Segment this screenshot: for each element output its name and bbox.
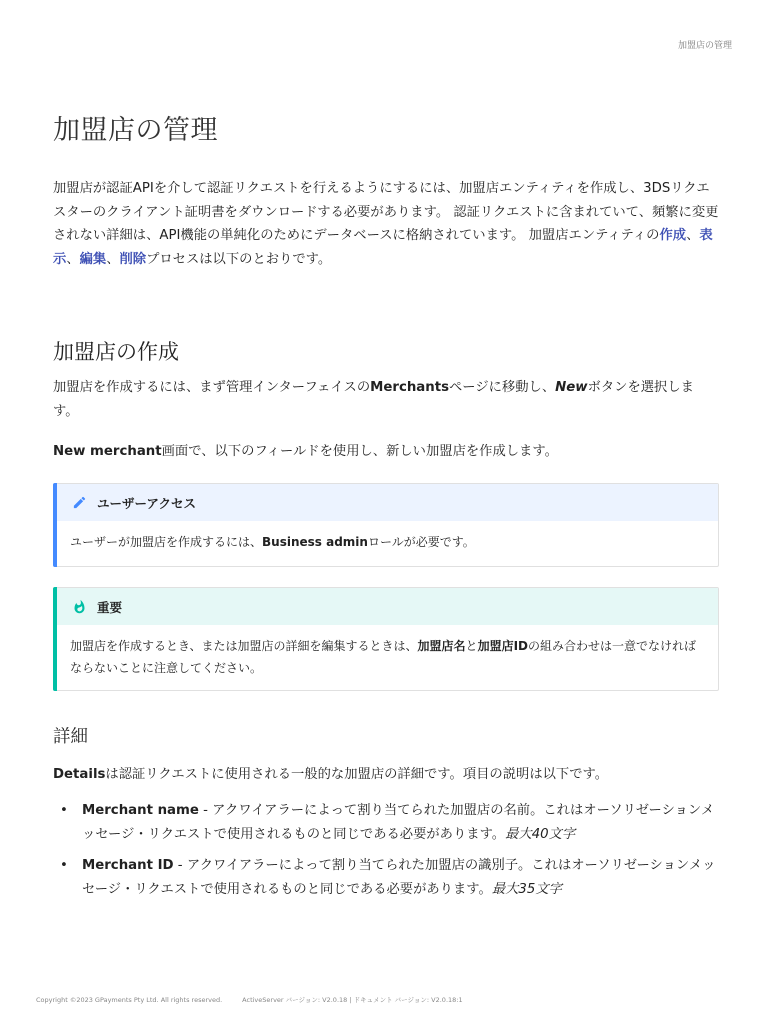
field-description: - アクワイアラーによって割り当てられた加盟店の識別子。これはオーソリゼーションメッセージ・リクエストで使用されるものと同じである必要があります。 bbox=[82, 858, 716, 897]
text: 加盟店を作成するには、まず管理インターフェイスの bbox=[53, 380, 371, 395]
important-title: 重要 bbox=[97, 599, 123, 615]
text: ユーザーが加盟店を作成するには、 bbox=[70, 535, 263, 549]
text: 加盟店を作成するとき、または加盟店の詳細を編集するときは、 bbox=[70, 639, 418, 653]
text: 画面で、以下のフィールドを使用し、新しい加盟店を作成します。 bbox=[161, 444, 558, 459]
field-name: Merchant name bbox=[82, 803, 199, 818]
list-item bbox=[53, 799, 719, 846]
note-user-access bbox=[53, 483, 719, 567]
page-title: 加盟店の管理 bbox=[53, 115, 218, 146]
section-heading-create: 加盟店の作成 bbox=[53, 340, 179, 364]
new-merchant-paragraph bbox=[53, 440, 719, 464]
important-accent-bar bbox=[53, 587, 57, 691]
merchants-term: Merchants bbox=[370, 380, 450, 395]
note-title: ユーザーアクセス bbox=[97, 495, 197, 511]
new-merchant-term: New merchant bbox=[53, 444, 162, 459]
separator: 、 bbox=[106, 251, 120, 267]
text: ボタンを選択します。 bbox=[53, 380, 694, 419]
important-header bbox=[54, 588, 718, 625]
page-footer bbox=[36, 995, 463, 1004]
note-body bbox=[54, 521, 718, 563]
intro-paragraph bbox=[53, 177, 719, 271]
merchant-name-term: 加盟店名 bbox=[417, 639, 466, 653]
bullet: • bbox=[60, 858, 68, 873]
new-term: New bbox=[555, 380, 588, 395]
link-create[interactable]: 作成 bbox=[659, 228, 687, 243]
link-delete[interactable]: 削除 bbox=[119, 251, 147, 267]
important-body bbox=[54, 625, 718, 689]
text: は認証リクエストに使用される一般的な加盟店の詳細です。項目の説明は以下です。 bbox=[105, 767, 609, 782]
field-limit: 最大35文字 bbox=[491, 881, 562, 897]
note-header bbox=[54, 484, 718, 521]
text: ページに移動し、 bbox=[449, 380, 556, 395]
intro-text: 加盟店が認証APIを介して認証リクエストを行えるようにするには、加盟店エンティティを作成し、3DSリクエスターのクライアント証明書をダウンロードする必要があります。 認証リクエストに含まれていて、頻繁に変更されない詳細は、API機能の単純化のためにデータベースに格納されています。 加盟店エンティティの bbox=[53, 181, 719, 243]
create-paragraph bbox=[53, 376, 719, 423]
link-edit[interactable]: 編集 bbox=[79, 251, 107, 267]
details-list bbox=[53, 799, 719, 909]
pencil-icon bbox=[70, 494, 88, 512]
separator: 、 bbox=[66, 251, 80, 267]
field-description: - アクワイアラーによって割り当てられた加盟店の名前。これはオーソリゼーションメッセージ・リクエストで使用されるものと同じである必要があります。 bbox=[82, 803, 715, 842]
note-important bbox=[53, 587, 719, 691]
field-limit: 最大40文字 bbox=[505, 826, 576, 842]
field-name: Merchant ID bbox=[82, 858, 174, 873]
separator: 、 bbox=[686, 228, 700, 243]
details-term: Details bbox=[53, 767, 106, 782]
copyright: Copyright ©2023 GPayments Pty Ltd. All rights reserved. bbox=[36, 996, 223, 1004]
text: の組み合わせは一意でなければならないことに注意してください。 bbox=[70, 639, 697, 675]
link-view[interactable]: 表示 bbox=[53, 228, 713, 267]
list-item bbox=[53, 854, 719, 901]
text: と bbox=[465, 639, 478, 653]
version-info: ActiveServer バージョン: V2.0.18 | ドキュメント バージョン: V2.0.18:1 bbox=[242, 996, 463, 1004]
running-header: 加盟店の管理 bbox=[677, 41, 732, 51]
bullet: • bbox=[60, 803, 68, 818]
section-heading-details: 詳細 bbox=[53, 727, 88, 747]
note-accent-bar bbox=[53, 483, 57, 567]
flame-icon bbox=[70, 598, 88, 616]
text: ロールが必要です。 bbox=[367, 535, 475, 549]
business-admin-term: Business admin bbox=[262, 535, 368, 549]
details-paragraph bbox=[53, 763, 719, 787]
intro-text-end: プロセスは以下のとおりです。 bbox=[146, 251, 332, 267]
merchant-id-term: 加盟店ID bbox=[477, 639, 528, 653]
